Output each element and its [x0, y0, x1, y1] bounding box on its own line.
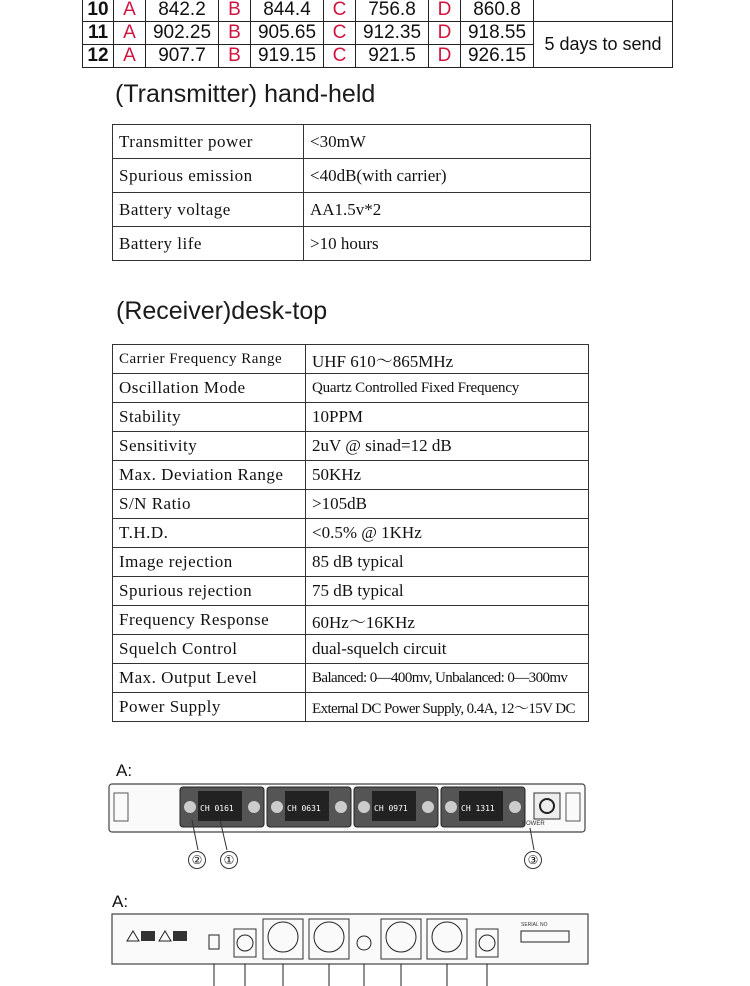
spec-value: >105dB [306, 490, 589, 519]
power-label: POWER [522, 821, 545, 827]
rear-panel-illustration [111, 913, 589, 986]
table-row [113, 193, 591, 227]
transmitter-spec-table [112, 124, 591, 261]
spec-key: Transmitter power [113, 125, 304, 159]
spec-key: Oscillation Mode [113, 374, 306, 403]
shipping-note: 5 days to send [534, 22, 673, 68]
frequency-value: 907.7 [146, 45, 219, 68]
callout-3: ③ [524, 851, 542, 869]
frequency-value: 918.55 [461, 22, 534, 45]
table-row [113, 159, 591, 193]
channel-display: CH 1311 [461, 804, 495, 813]
group-letter: C [324, 45, 356, 68]
serial-label: SERIAL NO [521, 922, 548, 928]
spec-key: Spurious emission [113, 159, 304, 193]
spec-key: Max. Deviation Range [113, 461, 306, 490]
table-row [113, 577, 589, 606]
table-row [83, 0, 673, 22]
table-row [113, 490, 589, 519]
spec-value: <0.5% @ 1KHz [306, 519, 589, 548]
receiver-spec-table [112, 344, 589, 722]
spec-value: UHF 610～865MHz [306, 345, 589, 374]
spec-value: Quartz Controlled Fixed Frequency [306, 374, 589, 403]
frequency-table [82, 0, 673, 68]
frequency-value: 842.2 [146, 0, 219, 22]
spec-key: Squelch Control [113, 635, 306, 664]
table-row [113, 664, 589, 693]
spec-key: S/N Ratio [113, 490, 306, 519]
row-number: 12 [83, 45, 114, 68]
group-letter: C [324, 0, 356, 22]
table-row [113, 519, 589, 548]
table-row [113, 125, 591, 159]
callout-2: ② [188, 851, 206, 869]
spec-key: T.H.D. [113, 519, 306, 548]
frequency-value: 844.4 [251, 0, 324, 22]
note-cell-empty [534, 0, 673, 22]
spec-key: Power Supply [113, 693, 306, 722]
table-row [113, 635, 589, 664]
table-row [113, 548, 589, 577]
group-letter: A [114, 0, 146, 22]
spec-value: AA1.5v*2 [304, 193, 591, 227]
frequency-value: 756.8 [356, 0, 429, 22]
group-letter: D [429, 45, 461, 68]
receiver-title: (Receiver)desk-top [116, 297, 328, 325]
spec-key: Image rejection [113, 548, 306, 577]
spec-key: Battery voltage [113, 193, 304, 227]
spec-key: Battery life [113, 227, 304, 261]
frequency-value: 919.15 [251, 45, 324, 68]
spec-key: Spurious rejection [113, 577, 306, 606]
group-letter: D [429, 0, 461, 22]
frequency-value: 912.35 [356, 22, 429, 45]
front-panel-label: A: [116, 761, 133, 780]
group-letter: A [114, 22, 146, 45]
spec-value: <40dB(with carrier) [304, 159, 591, 193]
spec-key: Carrier Frequency Range [113, 345, 306, 374]
callout-1: ① [220, 851, 238, 869]
frequency-value: 926.15 [461, 45, 534, 68]
table-row [83, 22, 673, 45]
transmitter-title: (Transmitter) hand-held [115, 80, 376, 108]
group-letter: B [219, 45, 251, 68]
table-row [113, 227, 591, 261]
table-row [113, 345, 589, 374]
spec-value: 10PPM [306, 403, 589, 432]
frequency-value: 902.25 [146, 22, 219, 45]
table-row [113, 606, 589, 635]
spec-value: 60Hz～16KHz [306, 606, 589, 635]
table-row [113, 461, 589, 490]
spec-value: 75 dB typical [306, 577, 589, 606]
spec-value: 50KHz [306, 461, 589, 490]
group-letter: D [429, 22, 461, 45]
spec-key: Max. Output Level [113, 664, 306, 693]
rear-panel-label: A: [112, 892, 129, 911]
group-letter: C [324, 22, 356, 45]
spec-value: External DC Power Supply, 0.4A, 12～15V DC [306, 693, 589, 722]
frequency-value: 860.8 [461, 0, 534, 22]
callout-lines [180, 820, 560, 860]
table-row [113, 403, 589, 432]
channel-display: CH 0631 [287, 804, 321, 813]
spec-key: Sensitivity [113, 432, 306, 461]
frequency-value: 921.5 [356, 45, 429, 68]
channel-display: CH 0971 [374, 804, 408, 813]
spec-value: 85 dB typical [306, 548, 589, 577]
row-number: 11 [83, 22, 114, 45]
spec-value: dual-squelch circuit [306, 635, 589, 664]
spec-value: Balanced: 0—400mv, Unbalanced: 0—300mv [306, 664, 589, 693]
spec-value: <30mW [304, 125, 591, 159]
row-number: 10 [83, 0, 114, 22]
table-row [113, 693, 589, 722]
channel-display: CH 0161 [200, 804, 234, 813]
spec-value: >10 hours [304, 227, 591, 261]
spec-key: Stability [113, 403, 306, 432]
spec-value: 2uV @ sinad=12 dB [306, 432, 589, 461]
group-letter: B [219, 0, 251, 22]
frequency-value: 905.65 [251, 22, 324, 45]
table-row [113, 432, 589, 461]
group-letter: A [114, 45, 146, 68]
table-row [113, 374, 589, 403]
group-letter: B [219, 22, 251, 45]
spec-key: Frequency Response [113, 606, 306, 635]
